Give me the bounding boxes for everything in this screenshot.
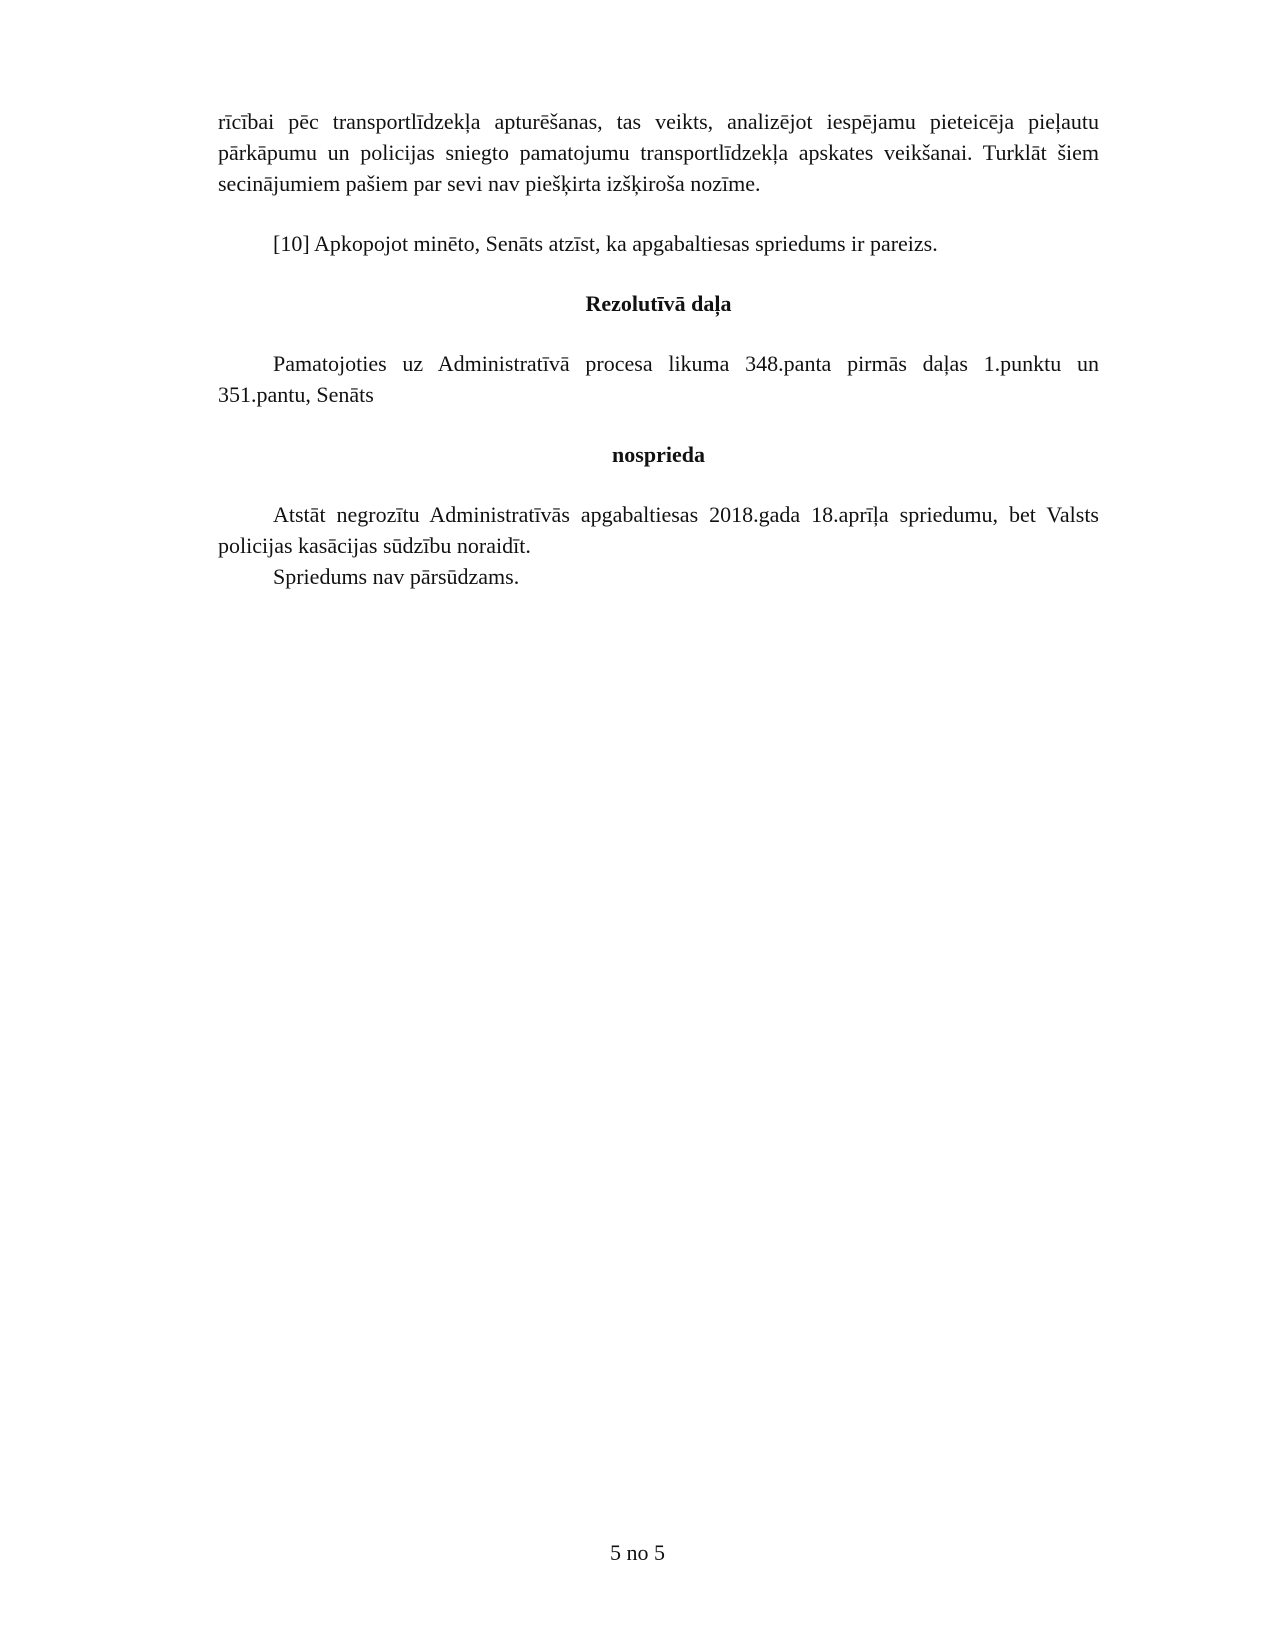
paragraph-continuation: rīcībai pēc transportlīdzekļa apturēšanas, tas veikts, analizējot iespējamu pieteicēja pieļautu pārkāpumu un policijas sniegto pamatojumu transportlīdzekļa apskates veikšanai. Turklāt šiem secinājumiem pašiem par sevi nav piešķirta izšķiroša nozīme. xyxy=(218,109,1099,196)
heading-decision: nosprieda xyxy=(612,442,705,467)
document-body xyxy=(218,106,1099,592)
paragraph-finality: Spriedums nav pārsūdzams. xyxy=(273,564,520,589)
paragraph-ruling: Atstāt negrozītu Administratīvās apgabaltiesas 2018.gada 18.aprīļa spriedumu, bet Valsts policijas kasācijas sūdzību noraidīt. xyxy=(218,502,1099,558)
paragraph-summary: [10] Apkopojot minēto, Senāts atzīst, ka apgabaltiesas spriedums ir pareizs. xyxy=(273,231,938,256)
paragraph-legal-basis: Pamatojoties uz Administratīvā procesa likuma 348.panta pirmās daļas 1.punktu un 351.pantu, Senāts xyxy=(218,351,1099,407)
page-number: 5 no 5 xyxy=(610,1540,665,1565)
heading-operative-part: Rezolutīvā daļa xyxy=(585,291,732,316)
